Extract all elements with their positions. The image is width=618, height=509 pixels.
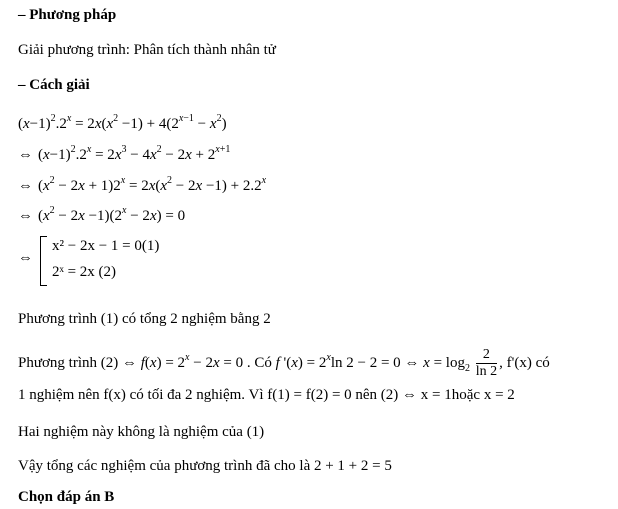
- method-text: Giải phương trình: Phân tích thành nhân tử: [18, 42, 276, 58]
- paragraph-2-continued: 1 nghiệm nên f(x) có tối đa 2 nghiệm. Vì f(1) = f(2) = 0 nên (2) ⇔ x = 1hoặc x = 2: [18, 387, 515, 403]
- paragraph-2-tail: , f'(x) có: [499, 354, 550, 371]
- equation-4: ⇔ $(x^2 - 2x -1)(2^x - 2x) = 0$: [18, 205, 186, 224]
- paragraph-1: Phương trình (1) có tổng 2 nghiệm bằng 2: [18, 311, 271, 327]
- solution-heading: – Cách giải: [18, 77, 90, 93]
- paragraph-3: Hai nghiệm này không là nghiệm của (1): [18, 424, 265, 440]
- system-brace: [40, 236, 47, 286]
- equation-2: ⇔ $(x-1)^2.2^x = 2x^3 - 4x^2 - 2x + 2^{x+1}$: [18, 144, 231, 163]
- equation-3: ⇔ $(x^2 - 2x + 1)2^x = 2x(x^2 - 2x -1) + 2.2^x$: [18, 175, 267, 194]
- method-heading: – Phương pháp: [18, 7, 117, 23]
- system-row-2: 2ˣ = 2x (2): [52, 264, 117, 280]
- answer: Chọn đáp án B: [18, 489, 115, 505]
- equivalence-symbol: ⇔: [18, 250, 33, 266]
- paragraph-2-math: (2) ⇔ $f(x) = 2^x - 2x = 0$ . Có f '$(x) = 2^x\ln$ 2 − 2 = 0 ⇔ $x = \log_2$ $\frac{2}{\ln 2}$: [100, 347, 498, 379]
- system-row-1: x² − 2x − 1 = 0(1): [52, 238, 160, 254]
- paragraph-4: Vậy tổng các nghiệm của phương trình đã cho là 2 + 1 + 2 = 5: [18, 458, 392, 474]
- equation-1: $(x-1)^2.2^x = 2x(x^2 -1) + 4(2^{x-1} - x^2)$: [18, 113, 227, 132]
- paragraph-2-prefix: Phương trình: [18, 354, 101, 371]
- paragraph-2: [18, 347, 550, 380]
